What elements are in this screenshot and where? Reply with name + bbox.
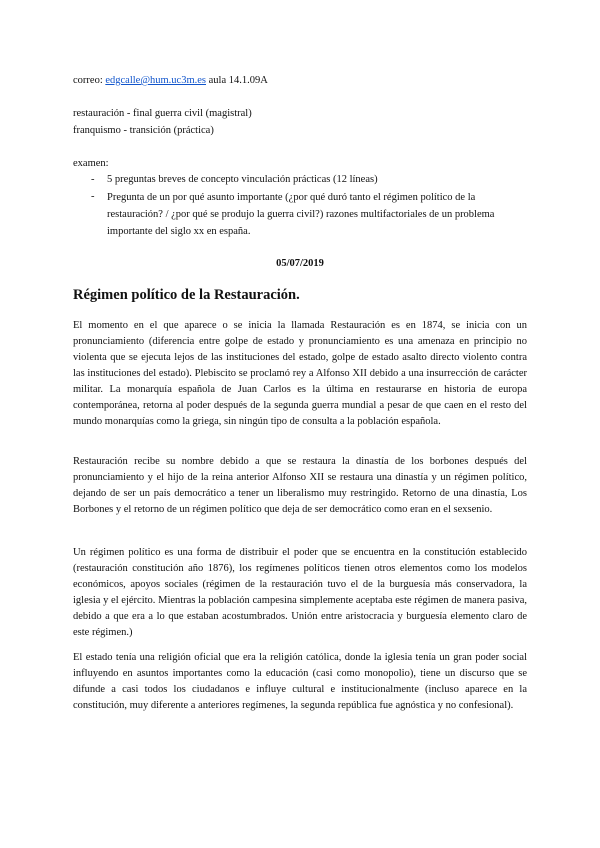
list-item: 5 preguntas breves de concepto vinculación prácticas (12 líneas) [107,174,378,185]
exam-label: examen: [73,158,109,169]
paragraph: El momento en el que aparece o se inicia la llamada Restauración es en 1874, se inicia con un pronunciamiento (diferencia entre golpe de estado y pronunciamiento es una amenaza en principio no violenta que se ejecuta lejos de las instituciones del estado, golpe de estado asalto directo violento contra las instituciones del estado). Plebiscito se proclamó rey a Alfonso XII debido a una insurrección de carácter militar. La monarquía española de Juan Carlos es la última en restaurarse en historia de europa contemporánea, retorna al poder después de la segunda guerra mundial a pesar de que caen en el resto del mundo monarquías como la griega, sin ningún tipo de consulta a la población española. [73,320,527,427]
course-line-1: restauración - final guerra civil (magistral) [73,108,252,119]
document-date: 05/07/2019 [276,258,324,269]
paragraph: El estado tenía una religión oficial que era la religión católica, donde la iglesia tenía un gran poder social influyendo en asuntos importantes como la educación (casi como monopolio), tiene un discurso que se difunde a casi todos los ciudadanos e influye cultural e institucionalmente (incluso aparece en la constitución, muy diferente a anteriores regímenes, la segunda república fue agnóstica y no confesional). [73,652,527,711]
course-line-2: franquismo - transición (práctica) [73,125,214,136]
paragraph: Restauración recibe su nombre debido a que se restaura la dinastía de los borbones después del pronunciamiento y el hijo de la reina anterior Alfonso XII se restaura una dinastía y un régimen político, dejando de ser un país democrático a tener un liberalismo muy restringido. Retorno de una dinastía, Los Borbones y el retorno de un régimen político que deja de ser democrático como eran en el sexsenio. [73,456,527,515]
paragraph: Un régimen político es una forma de distribuir el poder que se encuentra en la constitución establecido (restauración constitución año 1876), los regímenes políticos tienen otros elementos como los modelos económicos, apoyos sociales (régimen de la restauración tuvo el de la burguesía más conservadora, la iglesia y el ejército. Mientras la población campesina simplemente aceptaba este régimen de manera pasiva, debido a que era a lo que estaban acostumbrados. Unión entre aristocracia y burguesía elemento claro de este régimen.) [73,547,527,638]
contact-prefix: correo: [73,75,106,86]
email-link[interactable]: edgcalle@hum.uc3m.es [105,75,206,86]
list-item: Pregunta de un por qué asunto importante (¿por qué duró tanto el régimen político de la restauración? / ¿por qué se produjo la guerra civil?) razones multifactoriales de un problema importante del siglo xx en españa. [107,192,495,237]
contact-suffix: aula 14.1.09A [206,75,268,86]
page-title: Régimen político de la Restauración. [73,287,300,303]
contact-line [73,73,268,89]
list-bullet: - [91,191,95,202]
list-bullet: - [91,174,95,185]
